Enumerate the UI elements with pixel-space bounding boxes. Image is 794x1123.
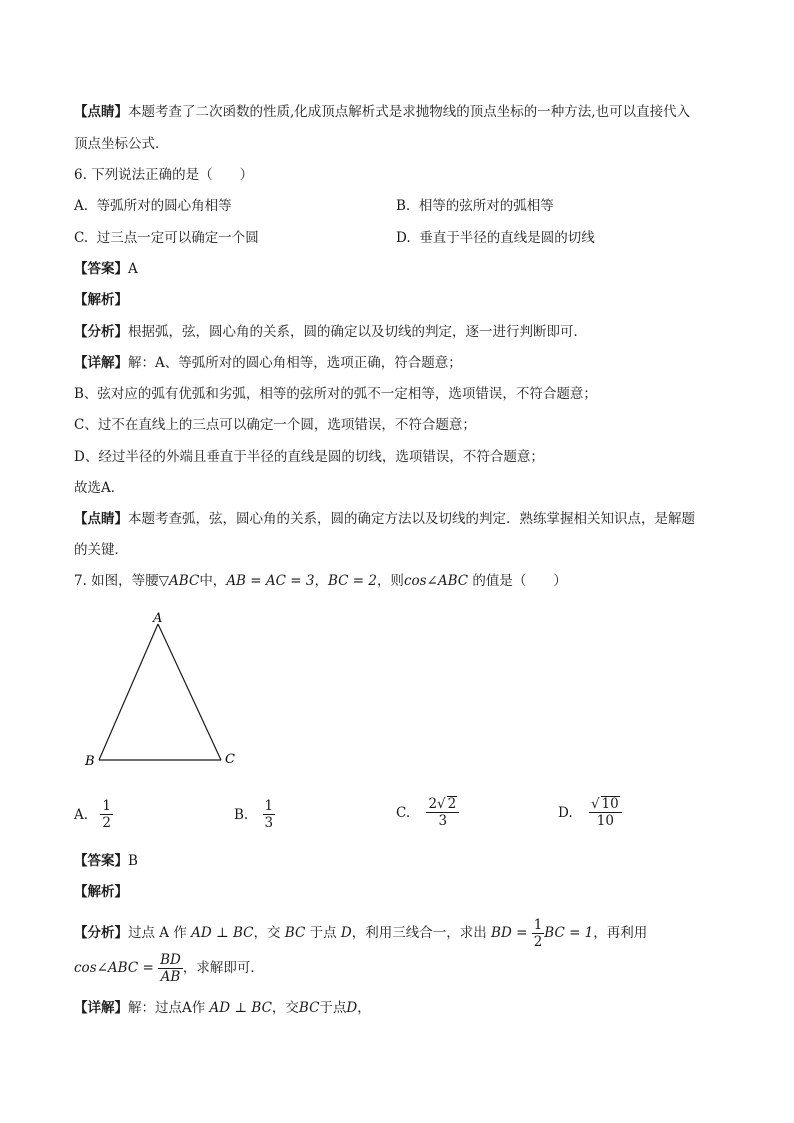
q6-option-b-label: B. (396, 198, 411, 214)
fenxi-text: ，求解即可． (182, 960, 264, 976)
q6-dianjing-line1 (74, 509, 695, 529)
q7-option-d-label: D. (558, 804, 573, 821)
frac-num: 1 (264, 798, 274, 814)
dianjing-text: 本题考查弧，弦，圆心角的关系，圆的确定方法以及切线的判定．熟练掌握相关知识点，是解题 (128, 511, 695, 527)
math-bd: BD = (491, 925, 528, 941)
q6-conclusion: 故选A． (74, 480, 125, 496)
q7-jiexi-tag: 【解析】 (74, 884, 128, 900)
q6-xiangjie (74, 353, 462, 373)
q6-option-d (396, 228, 595, 248)
q7-stem-c: ，则 (376, 573, 404, 589)
fenxi-text: ，利用三线合一，求出 (351, 925, 487, 941)
xiangjie-text: 解：过点A作 (128, 1000, 206, 1016)
bd-over-ab-frac (158, 952, 183, 985)
q7-option-b (234, 798, 275, 831)
fenxi-text: ，交 (253, 925, 281, 941)
sqrt-icon: √ (437, 796, 446, 812)
frac-den: 2 (102, 815, 111, 831)
q6-option-c-text: 过三点一定可以确定一个圆 (96, 230, 259, 246)
frac-den: 10 (596, 813, 614, 829)
vertex-a-label: A (153, 611, 163, 626)
side-ab (99, 624, 158, 760)
frac-num-radicand: 10 (601, 796, 619, 812)
q6-option-b-text: 相等的弦所对的弧相等 (418, 198, 554, 214)
q7-option-d (558, 796, 622, 829)
xiangjie-text: ， (357, 1000, 371, 1016)
vertex-b-label: B (85, 754, 95, 769)
answer-tag: 【答案】 (74, 261, 128, 277)
side-ac (158, 624, 221, 760)
q7-option-d-frac (589, 796, 622, 829)
fenxi-text: 过点 A 作 (128, 925, 187, 941)
xiangjie-tag: 【详解】 (74, 355, 128, 371)
q6-option-d-text: 垂直于半径的直线是圆的切线 (419, 230, 595, 246)
q7-stem-b: 中， (199, 573, 227, 589)
frac-den: AB (160, 969, 181, 985)
q7-option-c-label: C. (396, 804, 411, 821)
q6-stem: 6. 下列说法正确的是（ ） (74, 167, 254, 183)
vertex-c-label: C (225, 752, 235, 767)
dianjing-tag: 【点睛】 (74, 104, 128, 120)
math-d: D (340, 925, 352, 941)
q7-fenxi-line2 (74, 952, 264, 985)
fenxi-tag: 【分析】 (74, 925, 128, 941)
dianjing-tag: 【点睛】 (74, 511, 128, 527)
q7-xiangjie (74, 998, 371, 1018)
q7-triangle-symbol: ▽ABC (158, 573, 200, 589)
frac-den: 3 (264, 815, 274, 831)
math-ad-perp-bc: AD ⊥ BC (191, 925, 254, 941)
frac-num: BD (160, 952, 181, 968)
fenxi-text: ，再利用 (593, 925, 648, 941)
q7-option-a (74, 798, 113, 831)
math-bc: BC (298, 1000, 320, 1016)
xiangjie-text: 解：A、等弧所对的圆心角相等，选项正确，符合题意； (128, 355, 462, 371)
q6-jiexi-tag: 【解析】 (74, 292, 128, 308)
math-d: D (346, 1000, 358, 1016)
q6-option-a-text: 等弧所对的圆心角相等 (96, 198, 232, 214)
math-cos-eq: cos∠ABC = (74, 960, 154, 976)
q6-option-d-label: D. (396, 230, 411, 246)
q7-option-c-frac (426, 796, 459, 829)
q6-line-d: D、经过半径的外端且垂直于半径的直线是圆的切线，选项错误，不符合题意； (74, 449, 544, 465)
xiangjie-text: ，交 (271, 1000, 299, 1016)
q6-option-c (74, 228, 259, 248)
frac-num: 1 (102, 798, 111, 814)
answer-value: B (128, 853, 138, 869)
answer-value: A (128, 261, 138, 277)
frac-den: 2 (533, 934, 543, 950)
q6-fenxi (74, 322, 587, 342)
q6-option-a-label: A. (74, 198, 89, 214)
q6-option-b (396, 196, 554, 216)
math-bc-eq-1: BC = 1 (544, 925, 594, 941)
dianjing-prev-line2: 顶点坐标公式． (74, 136, 169, 152)
q7-cos: cos∠ABC (403, 573, 469, 589)
q7-option-b-frac (263, 798, 276, 831)
answer-tag: 【答案】 (74, 853, 128, 869)
q6-answer (74, 259, 138, 279)
frac-den: 3 (438, 813, 448, 829)
frac-num (589, 796, 622, 813)
q7-eq2: BC = 2 (327, 573, 377, 589)
triangle-figure (80, 606, 260, 776)
fenxi-text: 根据弧，弦，圆心角的关系，圆的确定以及切线的判定，逐一进行判断即可． (128, 324, 587, 340)
xiangjie-tag: 【详解】 (74, 1000, 128, 1016)
xiangjie-text: 于点 (319, 1000, 347, 1016)
q6-dianjing-line2: 的关键． (74, 542, 128, 558)
q7-option-c (396, 796, 459, 829)
q7-option-b-label: B. (234, 806, 249, 823)
q7-stem-a: 7. 如图，等腰 (74, 573, 159, 589)
frac-num: 1 (533, 917, 543, 933)
q7-comma: ， (314, 573, 328, 589)
q7-option-a-label: A. (74, 806, 89, 823)
q7-fenxi-line1 (74, 917, 647, 950)
q7-option-a-frac (100, 798, 113, 831)
math-ad-perp-bc: AD ⊥ BC (209, 1000, 272, 1016)
fenxi-text: 于点 (309, 925, 337, 941)
q7-answer (74, 851, 138, 871)
frac-num-coef: 2 (428, 796, 438, 812)
q6-line-b: B、弦对应的弧有优弧和劣弧，相等的弦所对的弧不一定相等，选项错误，不符合题意； (74, 386, 597, 402)
math-bc: BC (284, 925, 306, 941)
q6-option-a (74, 196, 232, 216)
sqrt-icon: √ (590, 796, 600, 812)
q7-eq1: AB = AC = 3 (226, 573, 315, 589)
q7-stem (74, 571, 567, 591)
q6-option-c-label: C. (74, 230, 89, 246)
dianjing-text: 本题考查了二次函数的性质,化成顶点解析式是求抛物线的顶点坐标的一种方法,也可以直接代入 (128, 104, 691, 120)
half-frac (532, 917, 545, 950)
frac-num (426, 796, 459, 813)
q7-stem-d: 的值是（ ） (468, 573, 567, 589)
dianjing-prev-line1 (74, 102, 690, 122)
frac-num-radicand: 2 (447, 796, 457, 812)
q6-line-c: C、过不在直线上的三点可以确定一个圆，选项错误，不符合题意； (74, 417, 476, 433)
fenxi-tag: 【分析】 (74, 324, 128, 340)
